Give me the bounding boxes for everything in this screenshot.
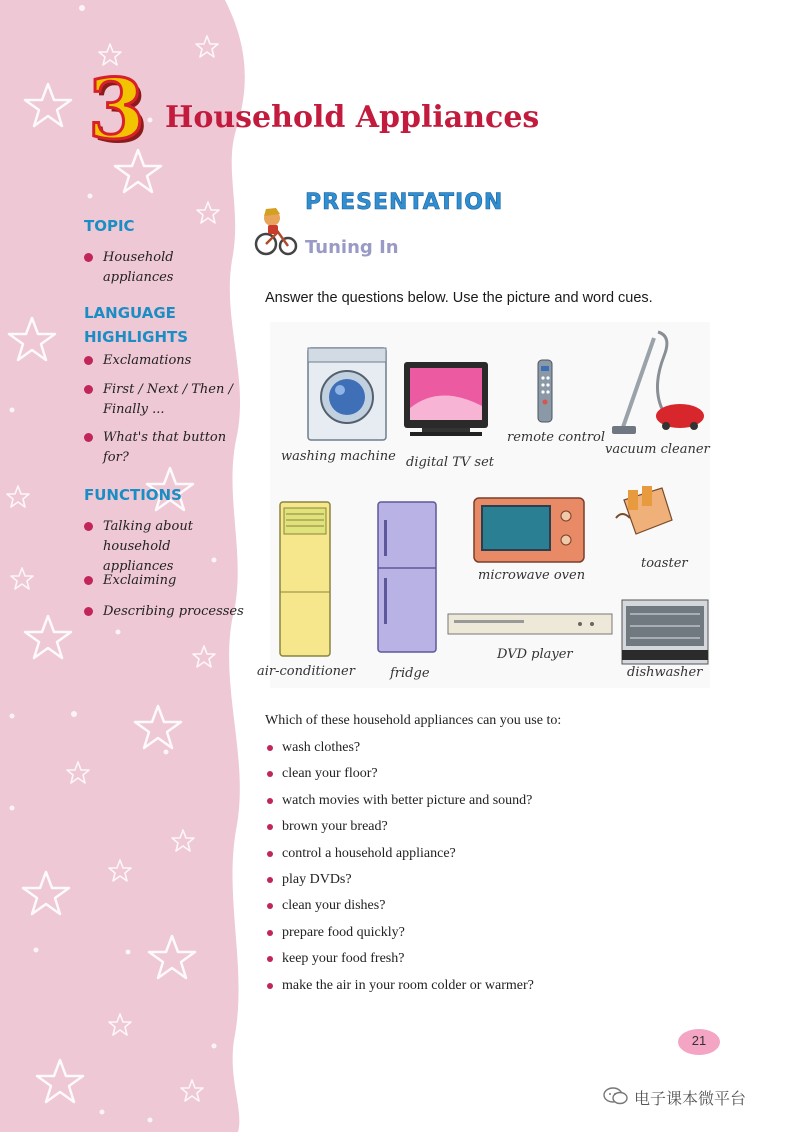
bullet-icon — [84, 356, 93, 365]
fridge-icon — [378, 502, 436, 652]
cyclist-mascot-icon — [250, 206, 300, 258]
language-item: First / Next / Then / Finally ... — [84, 380, 244, 420]
bullet-icon — [267, 824, 273, 830]
question-intro: Which of these household appliances can you use to: — [265, 713, 562, 728]
label-dvd-player: DVD player — [497, 647, 573, 662]
sidebar-heading-functions: FUNCTIONS — [84, 486, 182, 504]
bullet-icon — [267, 798, 273, 804]
unit-number: 3 — [88, 62, 146, 158]
label-vacuum-cleaner: vacuum cleaner — [605, 442, 710, 457]
washing-machine-icon — [308, 348, 386, 440]
question-list — [265, 736, 534, 1000]
dishwasher-icon — [622, 600, 708, 664]
bullet-icon — [267, 877, 273, 883]
question-item: keep your food fresh? — [265, 947, 534, 973]
question-item: play DVDs? — [265, 868, 534, 894]
watermark-text: 电子课本微平台 — [634, 1089, 747, 1108]
air-conditioner-icon — [280, 502, 330, 656]
dvd-player-icon — [448, 614, 612, 634]
sidebar-heading-topic: TOPIC — [84, 217, 135, 235]
bullet-icon — [84, 576, 93, 585]
sidebar-heading-language: LANGUAGE — [84, 304, 176, 322]
question-item: brown your bread? — [265, 815, 534, 841]
question-item: make the air in your room colder or warmer? — [265, 974, 534, 1000]
bullet-icon — [84, 253, 93, 262]
bullet-icon — [84, 607, 93, 616]
label-air-conditioner: air-conditioner — [257, 664, 355, 679]
microwave-oven-icon — [474, 498, 584, 562]
bullet-icon — [267, 930, 273, 936]
section-subtitle: Tuning In — [305, 237, 399, 258]
question-item: clean your floor? — [265, 762, 534, 788]
vacuum-cleaner-icon — [612, 332, 704, 434]
bullet-icon — [267, 771, 273, 777]
appliance-picture — [270, 322, 710, 688]
function-item: Talking about household appliances — [84, 517, 244, 577]
language-item: What's that button for? — [84, 428, 244, 468]
label-washing-machine: washing machine — [281, 449, 396, 464]
section-title: PRESENTATION — [305, 190, 504, 215]
label-microwave-oven: microwave oven — [478, 568, 586, 583]
label-toaster: toaster — [641, 556, 688, 571]
bullet-icon — [84, 385, 93, 394]
language-item: Exclamations — [84, 351, 244, 371]
bullet-icon — [267, 983, 273, 989]
bullet-icon — [267, 903, 273, 909]
instruction-text: Answer the questions below. Use the picture and word cues. — [265, 290, 653, 306]
topic-item: Household appliances — [84, 248, 244, 288]
question-item: clean your dishes? — [265, 894, 534, 920]
bullet-icon — [267, 956, 273, 962]
bullet-icon — [267, 851, 273, 857]
toaster-icon — [616, 486, 672, 534]
tv-icon — [404, 362, 488, 436]
label-digital-tv: digital TV set — [406, 455, 495, 470]
appliance-illustrations — [270, 322, 710, 688]
question-item: watch movies with better picture and sound? — [265, 789, 534, 815]
label-fridge: fridge — [390, 666, 430, 681]
bullet-icon — [84, 433, 93, 442]
bullet-icon — [267, 745, 273, 751]
function-item: Exclaiming — [84, 571, 244, 591]
label-remote-control: remote control — [507, 430, 606, 445]
unit-title: Household Appliances — [165, 100, 540, 135]
wechat-icon — [603, 1086, 629, 1106]
sidebar-heading-highlights: HIGHLIGHTS — [84, 328, 189, 346]
question-item: wash clothes? — [265, 736, 534, 762]
question-item: prepare food quickly? — [265, 921, 534, 947]
remote-control-icon — [538, 360, 552, 422]
page-number: 21 — [691, 1033, 707, 1048]
question-item: control a household appliance? — [265, 842, 534, 868]
label-dishwasher: dishwasher — [627, 665, 703, 680]
bullet-icon — [84, 522, 93, 531]
function-item: Describing processes — [84, 602, 244, 622]
